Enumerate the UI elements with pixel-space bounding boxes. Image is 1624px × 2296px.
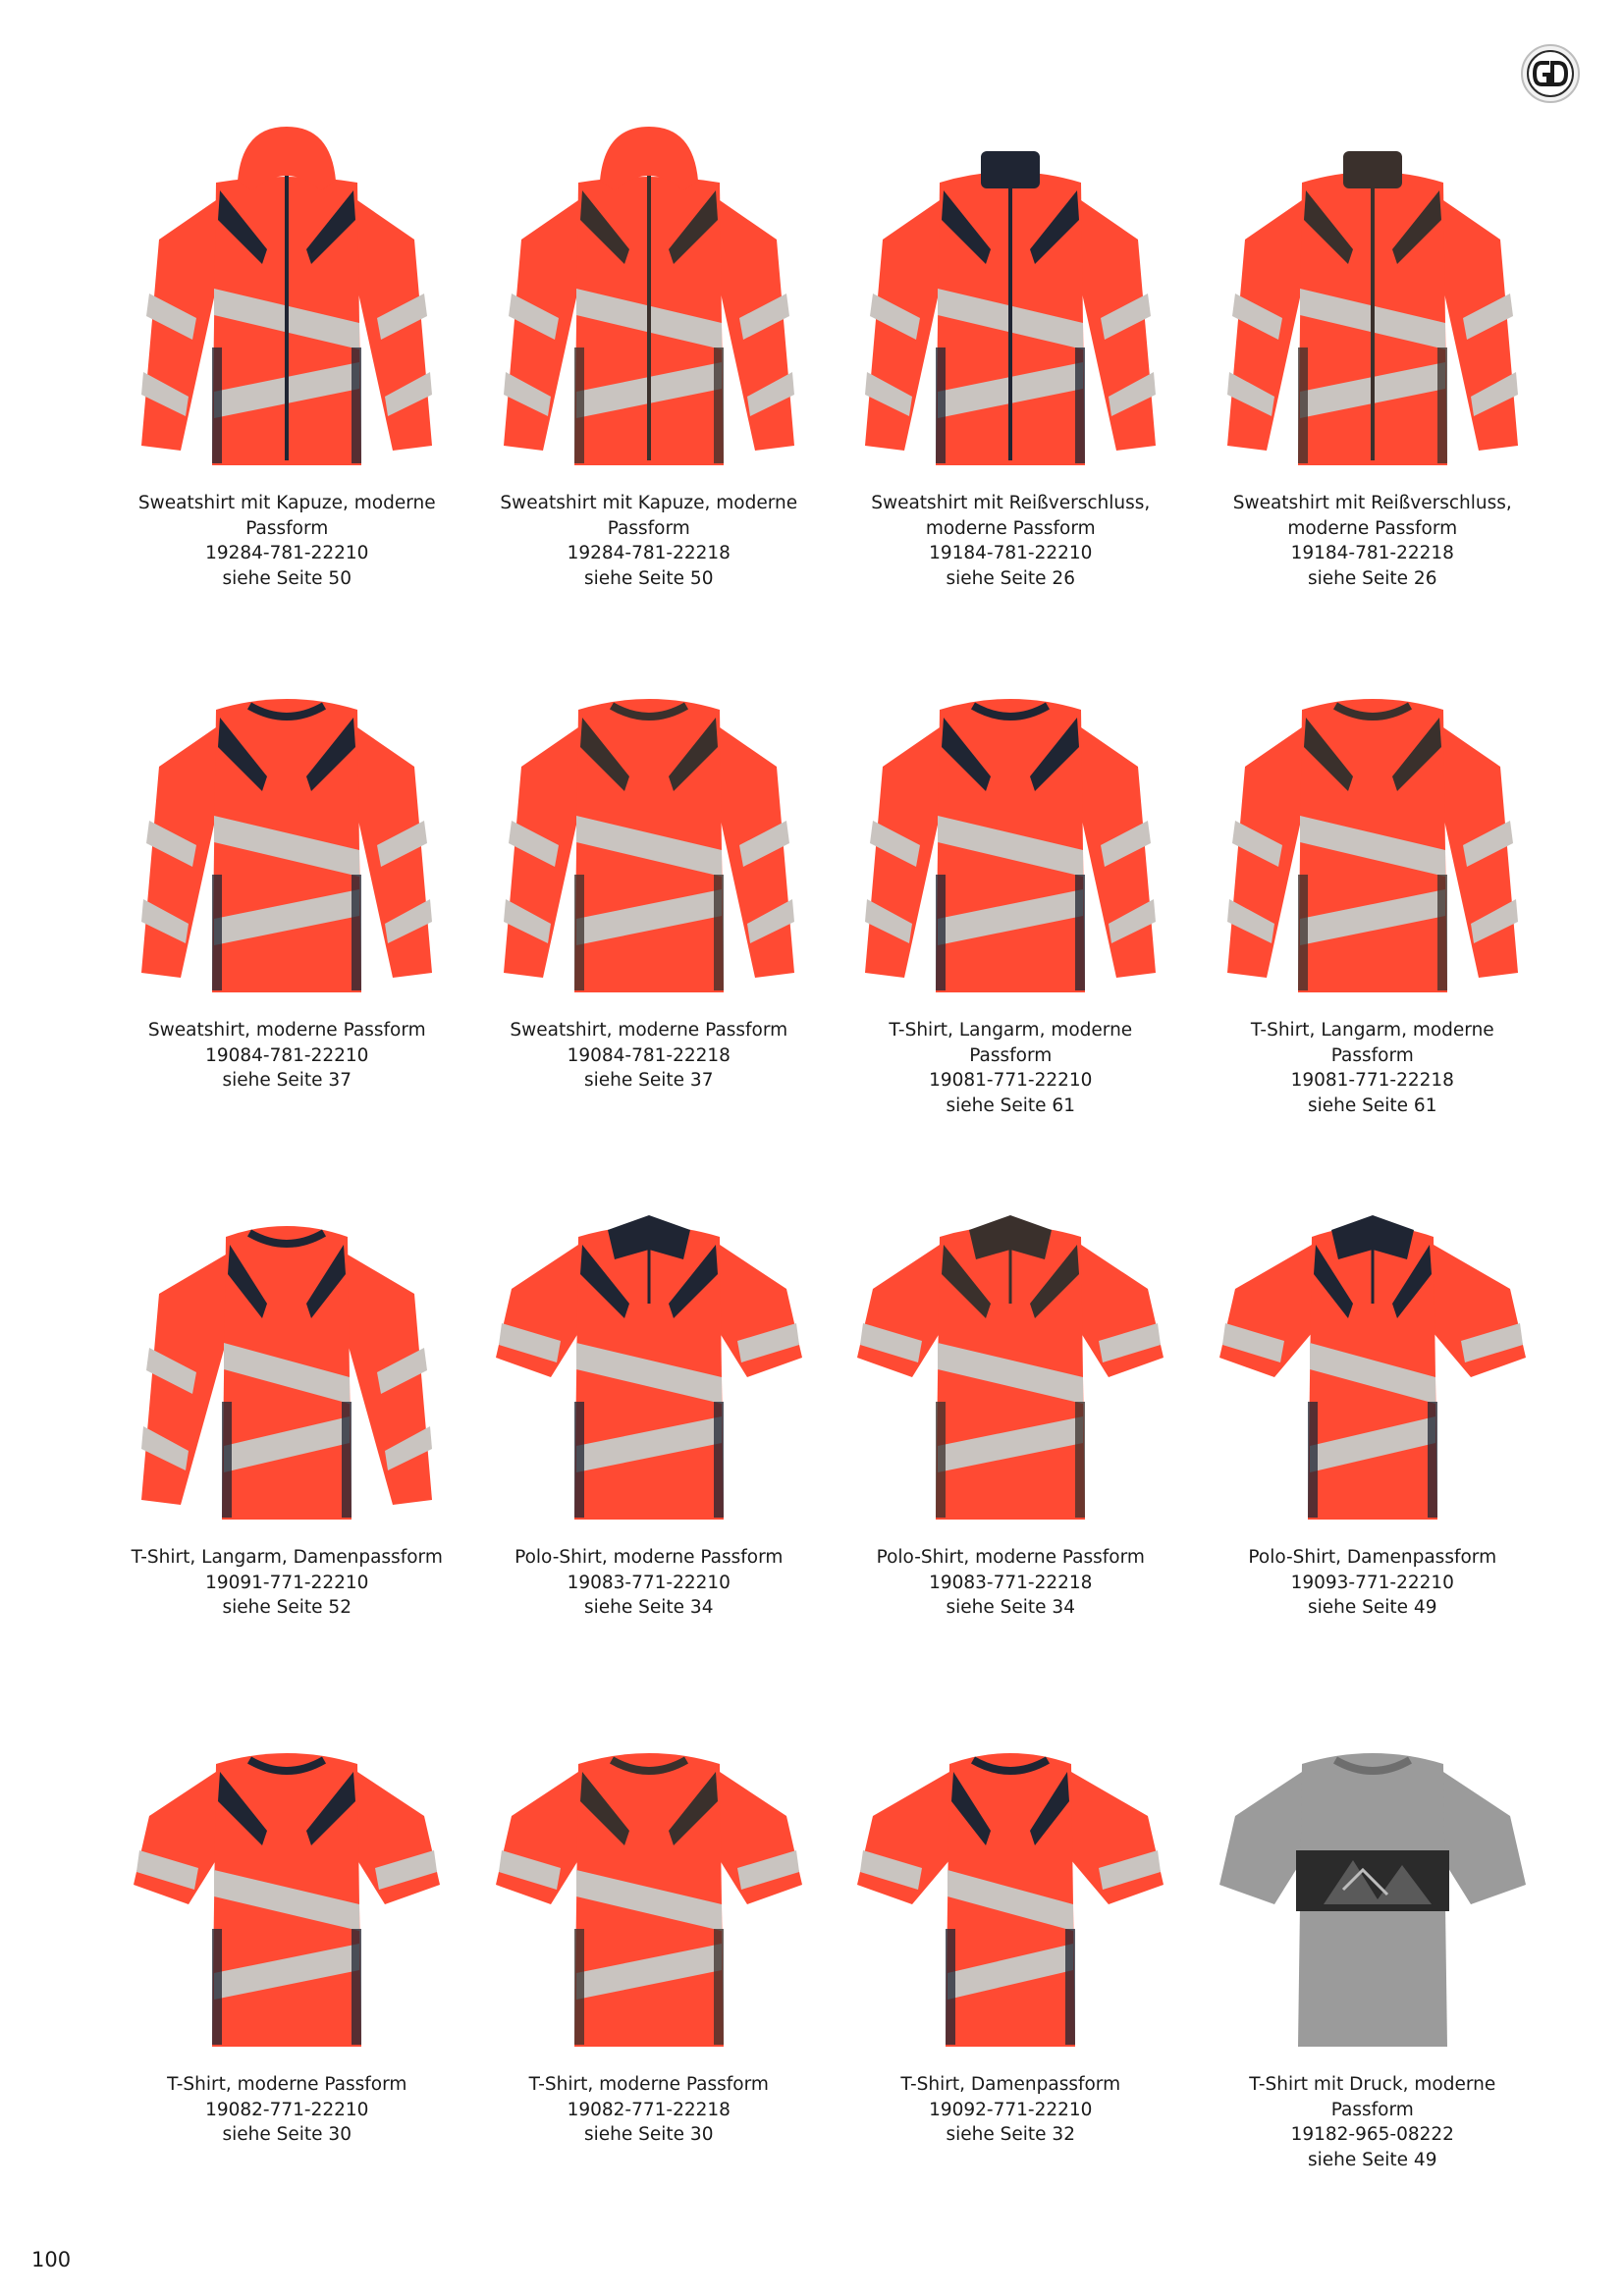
product-image	[1206, 1703, 1540, 2066]
product-code: 19093-771-22210	[1290, 1572, 1454, 1593]
product-card[interactable]	[468, 116, 831, 643]
product-image	[120, 1176, 454, 1539]
product-card[interactable]	[106, 1170, 468, 1697]
product-title: Polo-Shirt, moderne Passform	[876, 1547, 1145, 1568]
product-title: Sweatshirt, moderne Passform	[510, 1020, 788, 1041]
product-image	[843, 1176, 1177, 1539]
product-title: Sweatshirt mit Kapuze, moderne Passform	[500, 493, 798, 539]
product-caption	[487, 1545, 811, 1621]
product-caption	[487, 2072, 811, 2148]
page-reference-link[interactable]: siehe Seite 49	[1308, 2149, 1437, 2170]
product-image	[120, 122, 454, 485]
product-code: 19081-771-22210	[929, 1070, 1093, 1091]
page-reference-link[interactable]: siehe Seite 61	[1308, 1095, 1437, 1116]
product-card[interactable]	[830, 1697, 1192, 2224]
product-caption	[848, 1018, 1172, 1118]
product-caption	[848, 2072, 1172, 2148]
product-image	[120, 649, 454, 1012]
page-reference-link[interactable]: siehe Seite 34	[946, 1597, 1075, 1618]
product-code: 19182-965-08222	[1290, 2124, 1454, 2145]
product-code: 19083-771-22210	[567, 1572, 731, 1593]
product-caption	[848, 491, 1172, 591]
product-caption	[125, 2072, 449, 2148]
product-title: Sweatshirt, moderne Passform	[147, 1020, 426, 1041]
product-caption	[125, 491, 449, 591]
page-reference-link[interactable]: siehe Seite 32	[946, 2124, 1075, 2145]
product-image	[482, 649, 816, 1012]
product-caption	[125, 1545, 449, 1621]
product-title: T-Shirt, Langarm, Damenpassform	[131, 1547, 443, 1568]
product-caption	[487, 1018, 811, 1094]
product-card[interactable]	[1192, 1697, 1554, 2224]
page-reference-link[interactable]: siehe Seite 37	[584, 1070, 714, 1091]
product-code: 19184-781-22210	[929, 543, 1093, 563]
product-caption	[125, 1018, 449, 1094]
product-image	[482, 1176, 816, 1539]
product-card[interactable]	[106, 643, 468, 1170]
product-card[interactable]	[106, 116, 468, 643]
product-grid	[106, 116, 1553, 2224]
page-reference-link[interactable]: siehe Seite 30	[584, 2124, 714, 2145]
product-title: T-Shirt, moderne Passform	[528, 2074, 769, 2095]
product-caption	[1211, 491, 1535, 591]
product-card[interactable]	[468, 1697, 831, 2224]
product-title: T-Shirt mit Druck, moderne Passform	[1249, 2074, 1496, 2120]
page-reference-link[interactable]: siehe Seite 49	[1308, 1597, 1437, 1618]
product-caption	[487, 491, 811, 591]
product-row	[106, 643, 1553, 1170]
product-title: T-Shirt, Langarm, moderne Passform	[889, 1020, 1133, 1066]
product-card[interactable]	[830, 116, 1192, 643]
product-code: 19284-781-22210	[205, 543, 369, 563]
gd-logo-icon	[1520, 43, 1581, 104]
product-code: 19081-771-22218	[1290, 1070, 1454, 1091]
product-title: Sweatshirt mit Reißverschluss, moderne Passform	[871, 493, 1151, 539]
product-image	[482, 1703, 816, 2066]
product-code: 19184-781-22218	[1290, 543, 1454, 563]
product-title: Polo-Shirt, Damenpassform	[1248, 1547, 1497, 1568]
product-title: T-Shirt, moderne Passform	[167, 2074, 407, 2095]
page-reference-link[interactable]: siehe Seite 34	[584, 1597, 714, 1618]
product-card[interactable]	[1192, 1170, 1554, 1697]
product-card[interactable]	[830, 1170, 1192, 1697]
product-row	[106, 116, 1553, 643]
product-image	[1206, 1176, 1540, 1539]
product-image	[843, 1703, 1177, 2066]
product-code: 19091-771-22210	[205, 1572, 369, 1593]
page-reference-link[interactable]: siehe Seite 26	[1308, 567, 1437, 589]
product-code: 19082-771-22210	[205, 2099, 369, 2120]
product-caption	[1211, 2072, 1535, 2172]
product-title: T-Shirt, Langarm, moderne Passform	[1250, 1020, 1494, 1066]
product-row	[106, 1170, 1553, 1697]
product-code: 19084-781-22210	[205, 1044, 369, 1066]
product-card[interactable]	[106, 1697, 468, 2224]
product-title: Sweatshirt mit Kapuze, moderne Passform	[137, 493, 436, 539]
page-number: 100	[31, 2248, 72, 2271]
product-image	[482, 122, 816, 485]
product-code: 19284-781-22218	[567, 543, 731, 563]
page-reference-link[interactable]: siehe Seite 61	[946, 1095, 1075, 1116]
product-title: T-Shirt, Damenpassform	[900, 2074, 1121, 2095]
product-card[interactable]	[1192, 643, 1554, 1170]
product-code: 19082-771-22218	[567, 2099, 731, 2120]
product-title: Polo-Shirt, moderne Passform	[514, 1547, 784, 1568]
product-image	[843, 649, 1177, 1012]
product-caption	[1211, 1018, 1535, 1118]
product-title: Sweatshirt mit Reißverschluss, moderne Passform	[1232, 493, 1512, 539]
product-row	[106, 1697, 1553, 2224]
page-reference-link[interactable]: siehe Seite 30	[222, 2124, 352, 2145]
product-image	[1206, 122, 1540, 485]
product-code: 19092-771-22210	[929, 2099, 1093, 2120]
product-image	[843, 122, 1177, 485]
page-reference-link[interactable]: siehe Seite 37	[222, 1070, 352, 1091]
product-caption	[1211, 1545, 1535, 1621]
product-image	[1206, 649, 1540, 1012]
product-card[interactable]	[468, 643, 831, 1170]
product-card[interactable]	[1192, 116, 1554, 643]
page-reference-link[interactable]: siehe Seite 26	[946, 567, 1075, 589]
page-reference-link[interactable]: siehe Seite 52	[222, 1597, 352, 1618]
product-image	[120, 1703, 454, 2066]
product-card[interactable]	[830, 643, 1192, 1170]
product-code: 19083-771-22218	[929, 1572, 1093, 1593]
page-reference-link[interactable]: siehe Seite 50	[584, 567, 714, 589]
page-reference-link[interactable]: siehe Seite 50	[222, 567, 352, 589]
product-caption	[848, 1545, 1172, 1621]
product-card[interactable]	[468, 1170, 831, 1697]
product-code: 19084-781-22218	[567, 1044, 731, 1066]
